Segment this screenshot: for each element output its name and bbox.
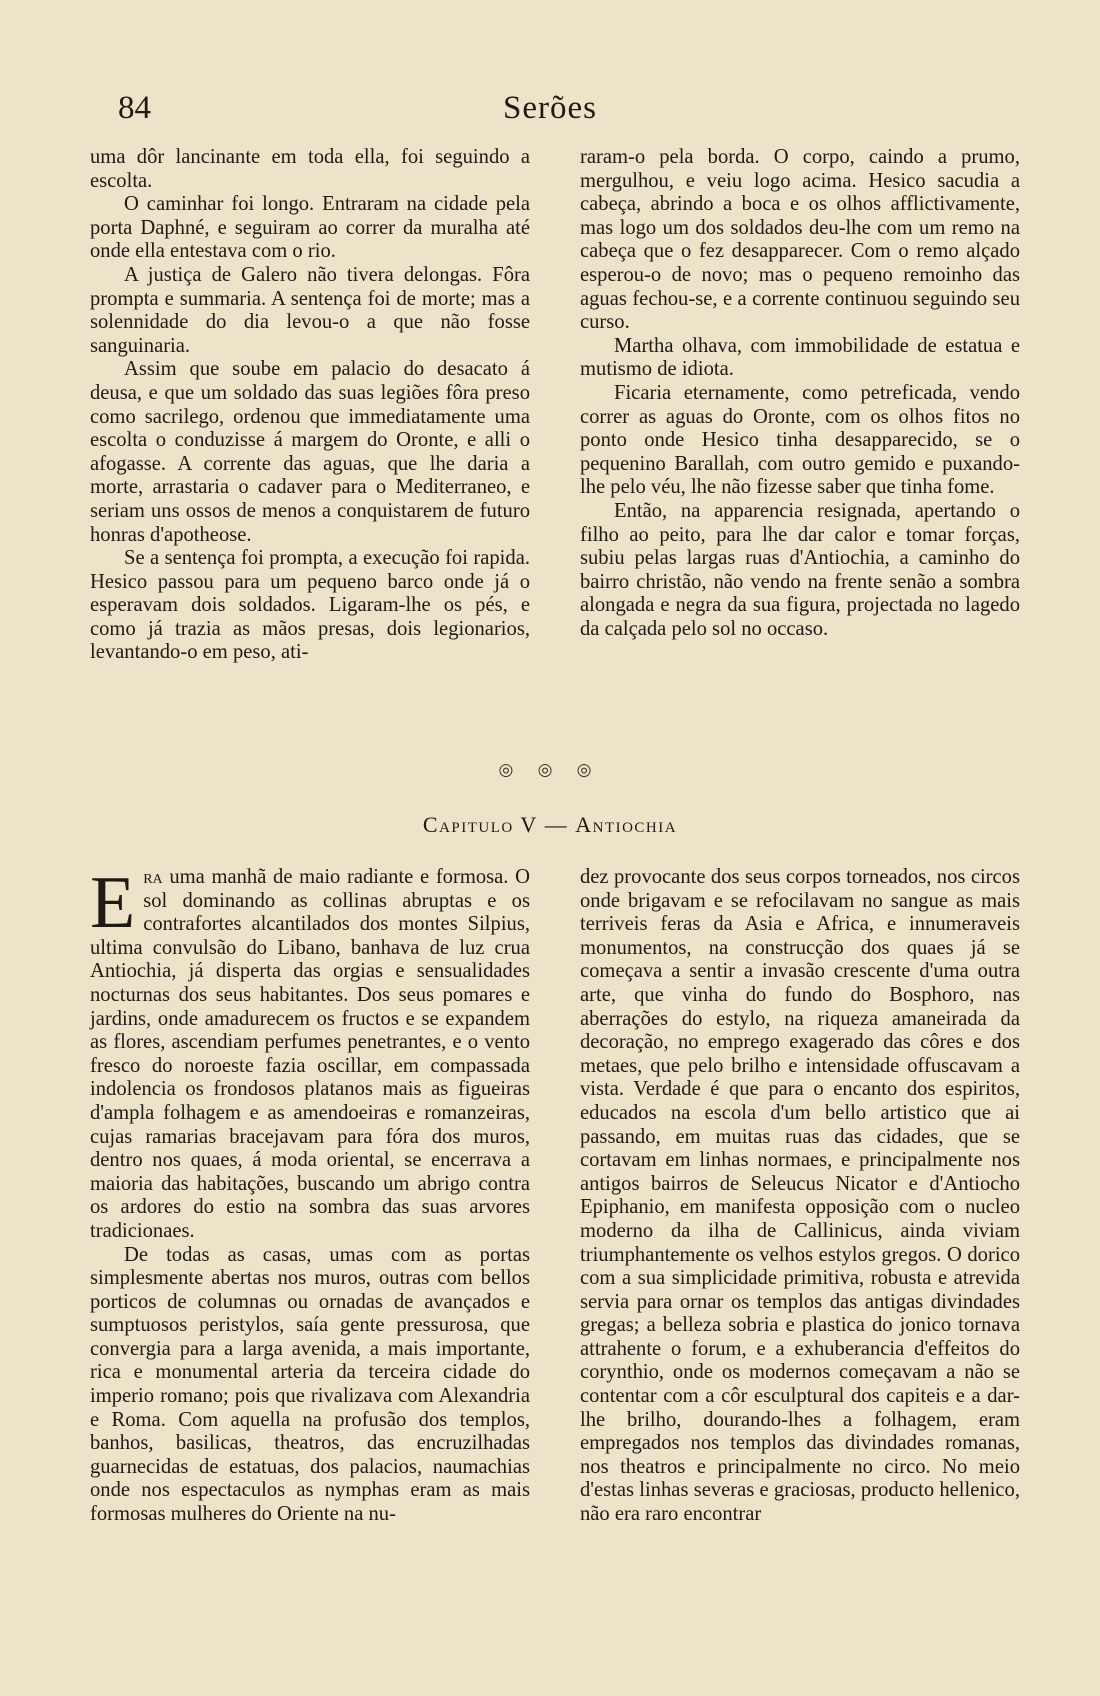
section-ornament: ◎ ◎ ◎: [498, 760, 602, 779]
paragraph: Assim que soube em palacio do desacato á deusa, e que um soldado das suas legiões fôra preso como sacrilego, ordenou que immediatamente uma escolta o conduzisse á margem do Oronte, e alli o afogasse. A corrente das aguas, que lhe daria a morte, arrastaria o cadaver para o Mediterraneo, e seriam uns ossos de menos a conquistarem de futuro honras d'apotheose.: [90, 358, 530, 546]
bottom-left-column: [90, 862, 530, 1527]
paragraph-text: uma manhã de maio radiante e formosa. O sol dominando as collinas abruptas e os contrafortes alcantilados dos montes Silpius, ultima convulsão do Libano, banhava de luz crua Antiochia, já disperta das orgias e sensualidades nocturnas dos seus habitantes. Dos seus pomares e jardins, onde amadurecem os fructos e se expandem as flores, ascendiam perfumes penetrantes, e o vento fresco do noroeste fazia oscillar, em compassada indolencia os frondosos platanos mais as figueiras d'ampla folhagem e as amendoeiras e romanzeiras, cujas ramarias bracejavam para fóra dos muros, dentro nos quaes, á moda oriental, se encerrava a maioria das habitações, buscando um abrigo contra os ardores do estio na sombra das suas arvores tradicionaes.: [90, 866, 530, 1242]
paragraph: Então, na apparencia resignada, apertando o filho ao peito, para lhe dar calor e tomar forças, subiu pelas largas ruas d'Antiochia, a caminho do bairro christão, não vendo na frente senão a sombra alongada e negra da sua figura, projectada no lagedo da calçada pelo sol no occaso.: [580, 499, 1020, 640]
chapter-label: Capitulo V: [422, 812, 538, 837]
opening-paragraph: [90, 862, 530, 1244]
paragraph: Ficaria eternamente, como petreficada, vendo correr as aguas do Oronte, com os olhos fitos no ponto onde Hesico tinha desapparecido, se o pequenino Barallah, com outro gemido e puxando-lhe pelo véu, lhe não fizesse saber que tinha fome.: [580, 381, 1020, 499]
chapter-name: Antiochia: [575, 812, 678, 837]
top-right-column: [580, 146, 1020, 641]
chapter-dash: —: [544, 812, 569, 837]
paragraph: uma dôr lancinante em toda ella, foi seguindo a escolta.: [90, 146, 530, 192]
paragraph: O caminhar foi longo. Entraram na cidade pela porta Daphné, e seguiram ao correr da muralha até onde ella entestava com o rio.: [90, 193, 530, 263]
chapter-heading: [0, 812, 1100, 838]
paragraph: A justiça de Galero não tivera delongas. Fôra prompta e summaria. A sentença foi de morte; mas a solennidade do dia levou-o a que não fosse sanguinaria.: [90, 263, 530, 357]
paragraph: dez provocante dos seus corpos torneados, nos circos onde brigavam e se refocilavam no sangue as mais terriveis feras da Asia e Africa, e innumeraveis monumentos, na construcção dos quaes já se começava a sentir a invasão crescente d'uma outra arte, que vinha do fundo do Bosphoro, nas aberrações do estylo, na riqueza amaneirada da decoração, no emprego exagerado das côres e dos metaes, que pelo brilho e intensidade offuscavam a vista. Verdade é que para o encanto dos espiritos, educados na escola d'um bello artistico que ai passando, em muitas ruas das cidades, que se cortavam em linhas normaes, e principalmente nos antigos bairros de Seleucus Nicator e d'Antiocho Epiphanio, em manifesta opposição com o nucleo moderno da ilha de Callinicus, ainda viviam triumphantemente os velhos estylos gregos. O dorico com a sua simplicidade primitiva, robusta e atrevida servia para ornar os templos das antigas divindades gregas; a belleza sobria e plastica do jonico tornava attrahente o forum, e a exhuberancia d'effeitos do corynthio, onde os modernos começavam a não se contentar com a côr esculptural dos capiteis e a dar-lhe brilho, dourando-lhes a folhagem, eram empregados nos templos das divindades romanas, nos theatros e principalmente no circo. No meio d'estas linhas severas e graciosas, producto hellenico, não era raro encontrar: [580, 866, 1020, 1526]
first-word: ra: [143, 866, 163, 888]
paragraph: De todas as casas, umas com as portas simplesmente abertas nos muros, outras com bellos porticos de columnas ou ornadas de avançados e sumptuosos peristylos, saía gente pressurosa, que convergia para a larga avenida, a mais importante, rica e monumental arteria da terceira cidade do imperio romano; pois que rivalizava com Alexandria e Roma. Com aquella na profusão dos templos, banhos, basilicas, theatros, das encruzilhadas guarnecidas de estatuas, dos palacios, naumachias onde nos espectaculos as nymphas eram as mais formosas mulheres do Oriente na nu-: [90, 1243, 530, 1526]
page-number: 84: [118, 90, 151, 126]
page-header: [0, 0, 1100, 140]
bottom-right-column: [580, 866, 1020, 1527]
paragraph: Martha olhava, com immobilidade de estatua e mutismo de idiota.: [580, 334, 1020, 381]
running-head: Serões: [503, 90, 597, 126]
top-left-column: [90, 146, 530, 665]
drop-cap: E: [90, 862, 136, 944]
paragraph: Se a sentença foi prompta, a execução foi rapida. Hesico passou para um pequeno barco onde já o esperavam dois soldados. Ligaram-lhe os pés, e como já trazia as mãos presas, dois legionarios, levantando-o em peso, ati-: [90, 547, 530, 664]
paragraph: raram-o pela borda. O corpo, caindo a prumo, mergulhou, e veiu logo acima. Hesico sacudia a cabeça, abrindo a boca e os olhos afflictivamente, mas logo um dos soldados deu-lhe com um remo na cabeça que o fez desapparecer. Com o remo alçado esperou-o de novo; mas o pequeno remoinho das aguas fechou-se, e a corrente continuou seguindo seu curso.: [580, 146, 1020, 334]
